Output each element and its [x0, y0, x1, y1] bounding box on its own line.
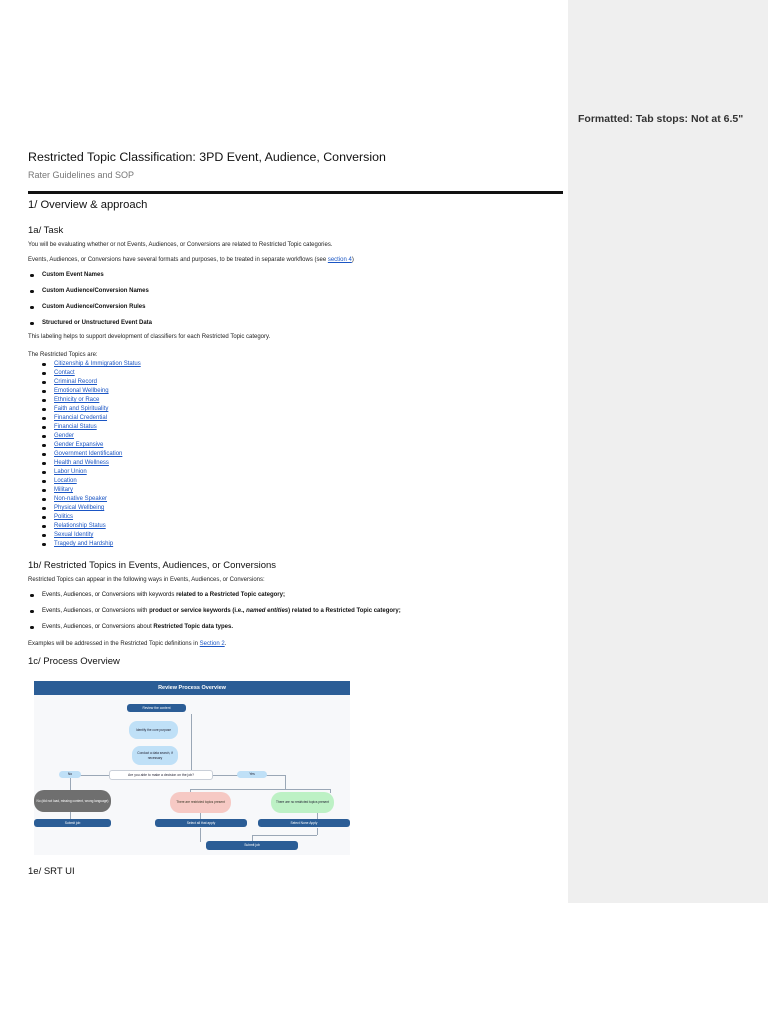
connector	[190, 789, 330, 790]
topic-link-faith[interactable]: Faith and Spirituality	[54, 406, 109, 412]
comment-label: Formatted: Tab stops: Not at 6.5"	[578, 113, 744, 125]
topics-intro: The Restricted Topics are:	[28, 352, 98, 358]
title-rule	[28, 191, 563, 194]
topic-link-ethnicity[interactable]: Ethnicity or Race	[54, 397, 100, 403]
identify-purpose-node: Identify the core purpose	[129, 721, 178, 739]
diagram-title: Review Process Overview	[34, 681, 350, 695]
connector	[330, 789, 331, 793]
topic-link-non-native-speaker[interactable]: Non-native Speaker	[54, 496, 108, 502]
topic-link-politics[interactable]: Politics	[54, 514, 74, 520]
topic-link-criminal-record[interactable]: Criminal Record	[54, 379, 98, 385]
no-restricted-node: There are no restricted topics present	[271, 792, 334, 813]
task-paragraph: You will be evaluating whether or not Events, Audiences, or Conversions are related to Restricted Topic categories.	[28, 242, 333, 248]
format-bullet: Custom Event Names	[42, 272, 104, 278]
topic-link-physical-wellbeing[interactable]: Physical Wellbeing	[54, 505, 105, 511]
doc-subtitle: Rater Guidelines and SOP	[28, 170, 135, 180]
yes-node: Yes	[237, 771, 267, 778]
topic-link-citizenship[interactable]: Citizenship & Immigration Status	[54, 361, 141, 367]
topic-link-government-id[interactable]: Government Identification	[54, 451, 123, 457]
data-search-node: Conduct a data search, if necessary	[132, 746, 178, 765]
connector	[285, 775, 286, 789]
topic-link-labor-union[interactable]: Labor Union	[54, 469, 87, 475]
select-all-node: Select all that apply	[155, 819, 247, 827]
doc-title: Restricted Topic Classification: 3PD Event, Audience, Conversion	[28, 150, 386, 164]
submit-job-node-1: Submit job	[34, 819, 111, 827]
section-4-link[interactable]: section 4	[327, 257, 352, 263]
decision-question: Are you able to make a decision on the job?	[109, 770, 213, 780]
classifier-paragraph: This labeling helps to support development of classifiers for each Restricted Topic category.	[28, 334, 271, 340]
restricted-present-node: There are restricted topics present	[170, 792, 231, 813]
connector	[70, 811, 71, 819]
section-1e-heading: 1e/ SRT UI	[28, 866, 75, 877]
cannot-decide-node: No (did not load, missing content, wrong language)	[34, 790, 111, 812]
topic-link-sexual-identity[interactable]: Sexual Identity	[54, 532, 94, 538]
section-1-heading: 1/ Overview & approach	[28, 199, 148, 211]
format-bullet: Custom Audience/Conversion Names	[42, 288, 149, 294]
connector	[317, 828, 318, 835]
section-1b-intro: Restricted Topics can appear in the following ways in Events, Audiences, or Conversions:	[28, 577, 265, 583]
format-bullet: Structured or Unstructured Event Data	[42, 320, 153, 326]
section-1c-heading: 1c/ Process Overview	[28, 656, 120, 667]
appearance-bullet: Events, Audiences, or Conversions about Restricted Topic data types.	[42, 624, 233, 630]
review-content-node: Review the content	[127, 704, 186, 712]
topic-link-gender[interactable]: Gender	[54, 433, 75, 439]
appearance-bullet: Events, Audiences, or Conversions with product or service keywords (i.e., named entities) related to a Restricted Topic category;	[42, 608, 401, 614]
appearance-bullet: Events, Audiences, or Conversions with keywords related to a Restricted Topic category;	[42, 592, 285, 598]
no-node: No	[59, 771, 81, 778]
topic-link-gender-expansive[interactable]: Gender Expansive	[54, 442, 104, 448]
submit-job-node-2: Submit job	[206, 841, 298, 850]
section-1a-heading: 1a/ Task	[28, 225, 64, 236]
topic-link-location[interactable]: Location	[54, 478, 77, 484]
format-bullet: Custom Audience/Conversion Rules	[42, 304, 146, 310]
topic-link-tragedy[interactable]: Tragedy and Hardship	[54, 541, 114, 547]
connector	[200, 828, 201, 842]
connector	[252, 835, 317, 836]
examples-paragraph: Examples will be addressed in the Restricted Topic definitions in Section 2.	[28, 641, 227, 647]
topic-link-military[interactable]: Military	[54, 487, 73, 493]
topic-link-emotional-wellbeing[interactable]: Emotional Wellbeing	[54, 388, 109, 394]
topic-link-financial-credential[interactable]: Financial Credential	[54, 415, 108, 421]
topic-link-health[interactable]: Health and Wellness	[54, 460, 109, 466]
select-none-node: Select None Apply	[258, 819, 350, 827]
topic-link-financial-status[interactable]: Financial Status	[54, 424, 97, 430]
topic-link-contact[interactable]: Contact	[54, 370, 75, 376]
process-diagram	[34, 681, 350, 855]
section-2-link[interactable]: Section 2	[199, 641, 225, 647]
topic-link-relationship-status[interactable]: Relationship Status	[54, 523, 106, 529]
connector	[191, 714, 192, 774]
workflows-paragraph: Events, Audiences, or Conversions have several formats and purposes, to be treated in separate workflows (see section 4)	[28, 257, 354, 263]
section-1b-heading: 1b/ Restricted Topics in Events, Audiences, or Conversions	[28, 560, 277, 571]
comment-pane	[568, 0, 768, 903]
